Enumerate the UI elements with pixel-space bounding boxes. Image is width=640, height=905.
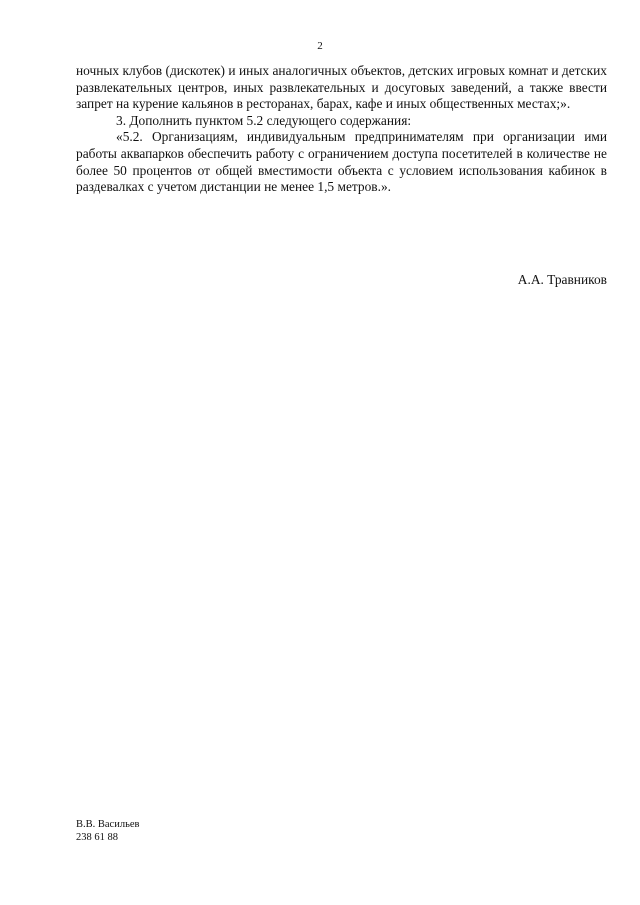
executor-phone: 238 61 88 bbox=[76, 832, 118, 843]
executor-name: В.В. Васильев bbox=[76, 819, 140, 830]
paragraph-continuation: ночных клубов (дискотек) и иных аналогичных объектов, детских игровых комнат и детских развлекательных центров, иных развлекательных и досуговых заведений, а также ввести запрет на курение кальянов в ресторанах, барах, кафе и иных общественных местах;». bbox=[76, 63, 607, 112]
document-body bbox=[76, 63, 607, 196]
paragraph-clause-5-2: «5.2. Организациям, индивидуальным предпринимателям при организации ими работы аквапарков обеспечить работу с ограничением доступа посетителей в количестве не более 50 процентов от общей вместимости объекта с условием использования кабинок в раздевалках с учетом дистанции не менее 1,5 метров.». bbox=[76, 129, 607, 195]
signatory-name: А.А. Травников bbox=[517, 272, 607, 287]
page-number: 2 bbox=[317, 40, 323, 52]
executor-block bbox=[76, 818, 139, 844]
paragraph-item-3: 3. Дополнить пунктом 5.2 следующего содержания: bbox=[116, 112, 412, 128]
